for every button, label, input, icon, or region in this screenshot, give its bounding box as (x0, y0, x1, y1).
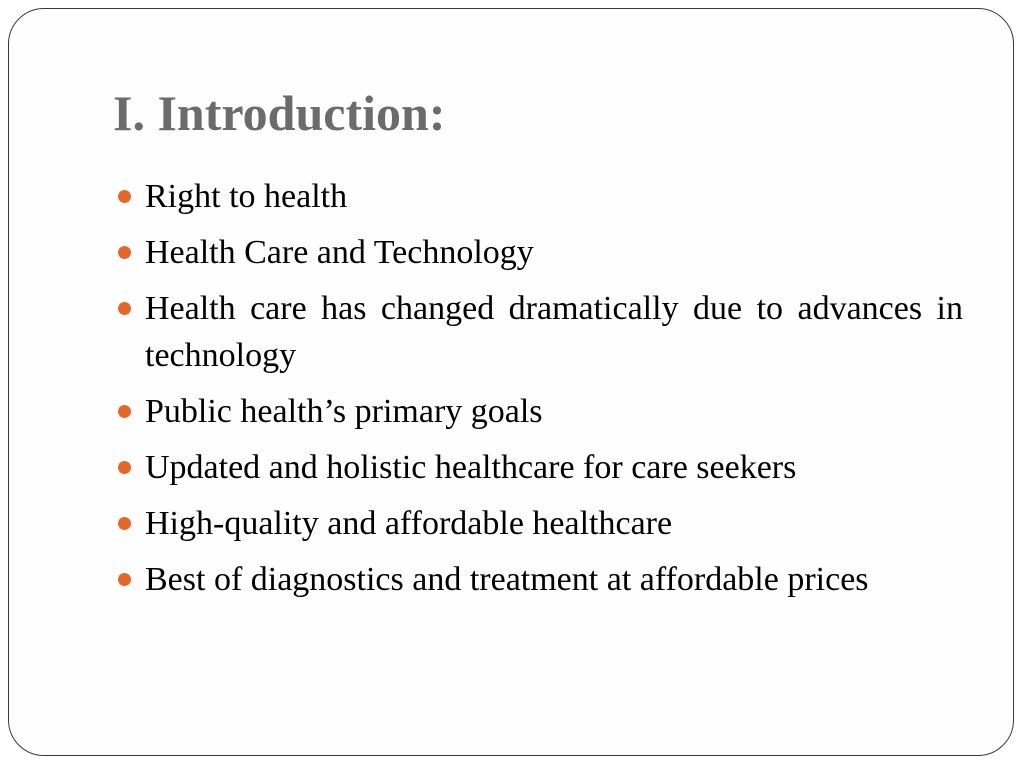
bullet-item (111, 388, 963, 435)
bullet-text: Health care has changed dramatically due to advances in technology (145, 290, 963, 374)
bullet-list (111, 173, 963, 612)
bullet-dot-icon (118, 302, 131, 315)
bullet-item (111, 285, 963, 379)
bullet-item (111, 500, 963, 547)
bullet-text: High-quality and affordable healthcare (145, 505, 673, 542)
bullet-dot-icon (118, 461, 131, 474)
slide-frame (8, 8, 1014, 756)
bullet-text: Best of diagnostics and treatment at affordable prices (145, 561, 869, 598)
bullet-text: Updated and holistic healthcare for care seekers (145, 449, 797, 486)
bullet-dot-icon (118, 246, 131, 259)
bullet-dot-icon (118, 405, 131, 418)
bullet-item (111, 556, 963, 603)
bullet-dot-icon (118, 573, 131, 586)
bullet-item (111, 229, 963, 276)
bullet-item (111, 173, 963, 220)
bullet-text: Health Care and Technology (145, 234, 534, 271)
bullet-text: Public health’s primary goals (145, 393, 543, 430)
slide-title: I. Introduction: (113, 85, 446, 141)
bullet-item (111, 444, 963, 491)
bullet-dot-icon (118, 517, 131, 530)
bullet-text: Right to health (145, 178, 348, 215)
bullet-dot-icon (118, 190, 131, 203)
